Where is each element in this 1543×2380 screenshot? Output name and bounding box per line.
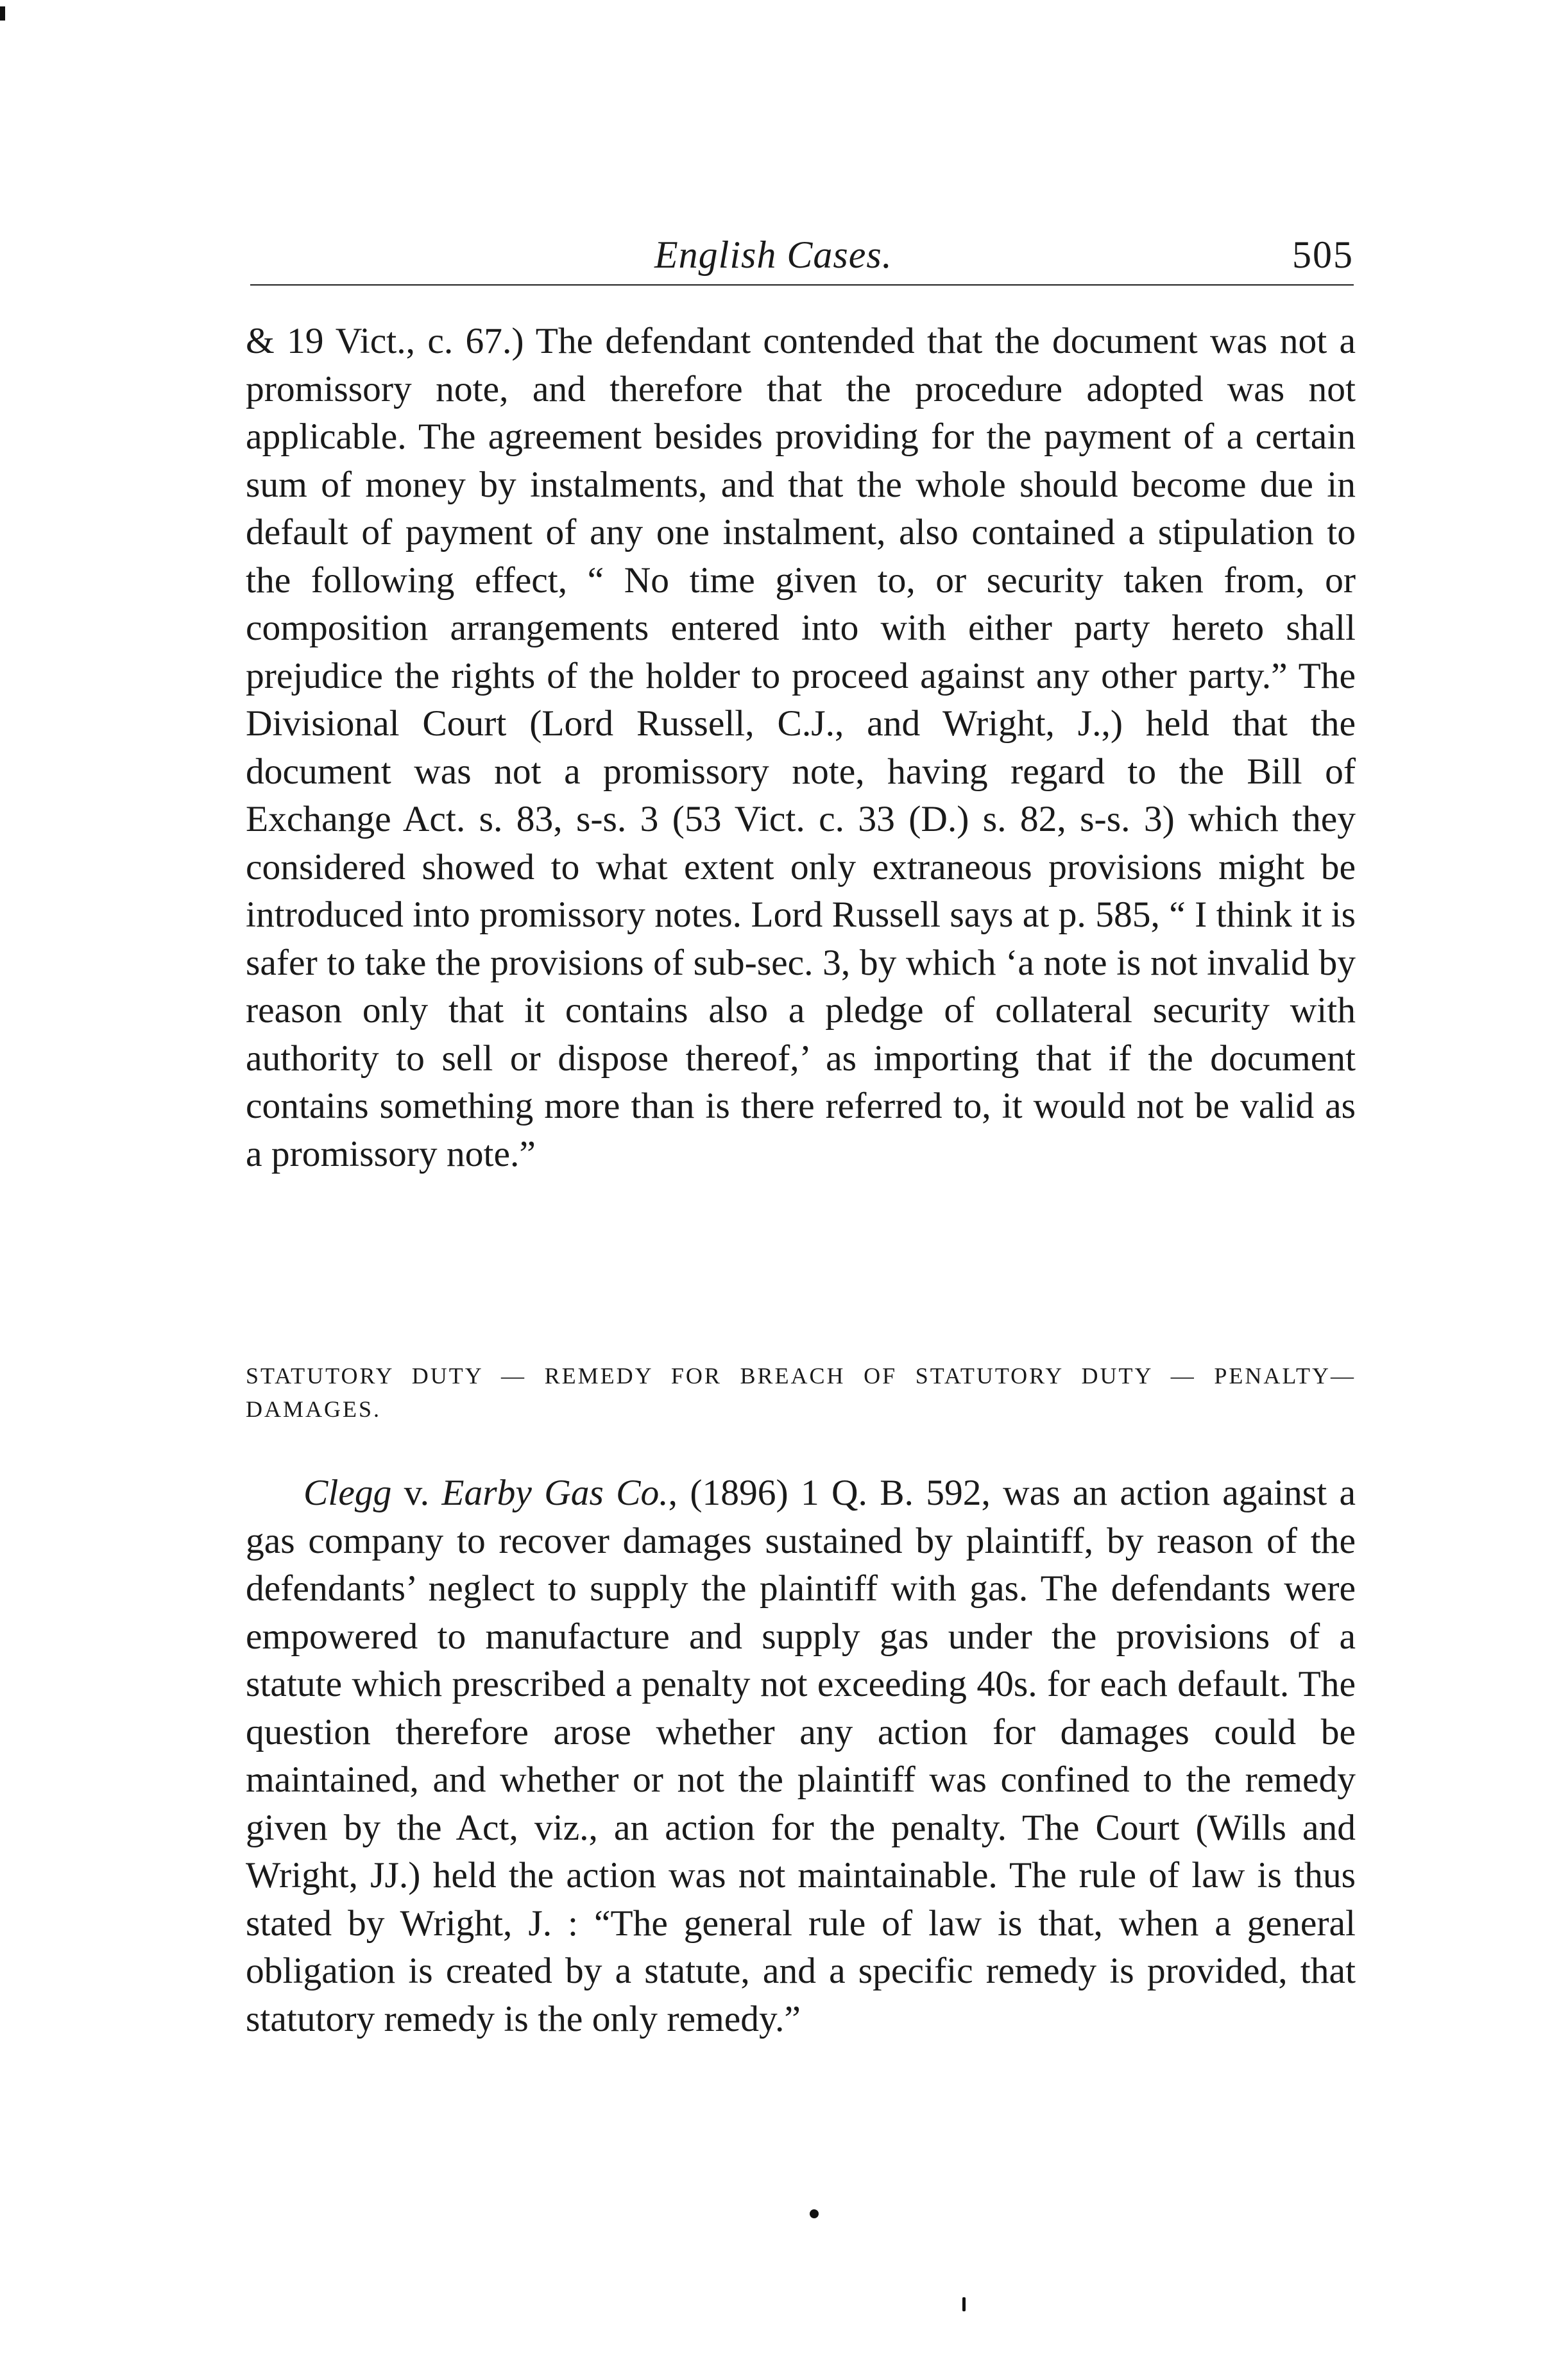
- paragraph-2-body: , (1896) 1 Q. B. 592, was an action against a gas company to recover damages sustained by plaintiff, by reason of the defendants’ neglect to supply the plaintiff with gas. The defendants were empowered to manufacture and supply gas under the provisions of a statute which prescribed a penalty not exceeding 40s. for each default. The question therefore arose whether any action for damages could be maintained, and whether or not the plaintiff was confined to the remedy given by the Act, viz., an action for the penalty. The Court (Wills and Wright, JJ.) held the action was not maintainable. The rule of law is thus stated by Wright, J. : “The general rule of law is that, when a general obligation is created by a statute, and a specific remedy is provided, that statutory remedy is the only remedy.”: [246, 1473, 1356, 2039]
- paragraph-clegg-v-earby: [246, 1469, 1356, 2043]
- scan-edge-mark: [0, 6, 5, 21]
- header-rule: [250, 284, 1354, 286]
- page-number: 505: [1292, 234, 1354, 276]
- running-head: [250, 228, 1354, 286]
- party-name: Earby Gas Co.: [441, 1473, 669, 1513]
- versus-text: v.: [391, 1473, 442, 1513]
- ink-tick: [962, 2297, 966, 2311]
- paragraph-promissory-note: & 19 Vict., c. 67.) The defendant contended that the document was not a promissory note, and therefore that the procedure adopted was not applicable. The agreement besides providing for the payment of a certain sum of money by instalments, and that the whole should become due in default of payment of any one instalment, also contained a stipulation to the following effect, “ No time given to, or security taken from, or composition arrangements entered into with either party hereto shall prejudice the rights of the holder to proceed against any other party.” The Divisional Court (Lord Russell, C.J., and Wright, J.,) held that the document was not a promissory note, having regard to the Bill of Exchange Act. s. 83, s-s. 3 (53 Vict. c. 33 (D.) s. 82, s-s. 3) which they considered showed to what extent only extraneous provisions might be introduced into promissory notes. Lord Russell says at p. 585, “ I think it is safer to take the provisions of sub-sec. 3, by which ‘a note is not invalid by reason only that it contains also a pledge of collateral security with authority to sell or dispose thereof,’ as importing that if the document contains something more than is there referred to, it would not be valid as a promissory note.”: [246, 321, 1356, 1174]
- section-heading-statutory-duty: STATUTORY DUTY — REMEDY FOR BREACH OF STATUTORY DUTY — PENALTY— DAMAGES.: [246, 1363, 1356, 1422]
- case-name: Clegg: [303, 1473, 392, 1513]
- running-title: English Cases.: [654, 234, 892, 276]
- ink-dot: [810, 2209, 819, 2218]
